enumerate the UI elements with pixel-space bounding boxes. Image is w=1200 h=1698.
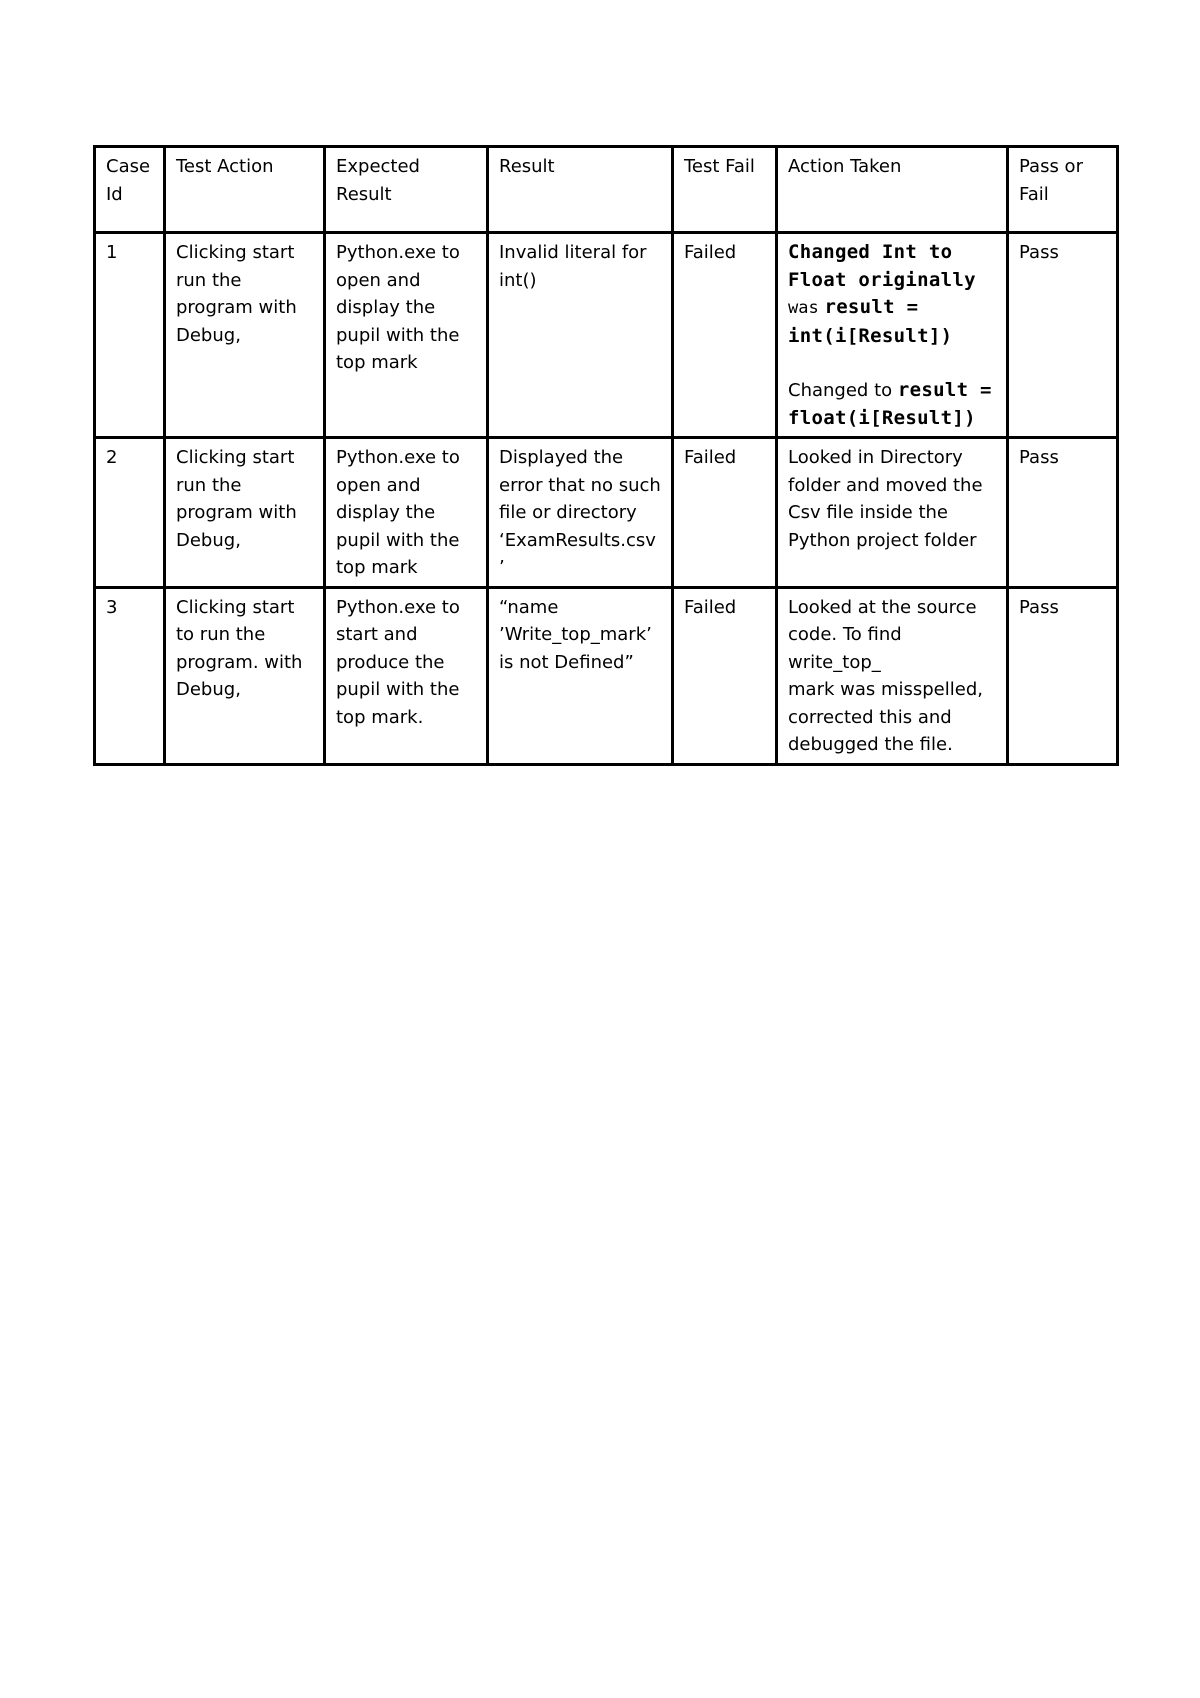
cell-expected-result: Python.exe to start and produce the pupil with the top mark. xyxy=(325,587,488,764)
header-case-id: Case Id xyxy=(95,147,165,233)
action-prefix-changed-to: Changed to xyxy=(788,380,893,401)
action-line-1: Looked at the source code. To find xyxy=(788,596,977,645)
action-code-line-2: result = int(i[Result]) xyxy=(788,296,953,347)
cell-test-fail: Failed xyxy=(673,233,777,438)
table-row xyxy=(95,587,1118,764)
header-pass-or-fail: Pass or Fail xyxy=(1008,147,1118,233)
cell-test-action: Clicking start run the program with Debug, xyxy=(165,233,325,438)
cell-test-action: Clicking start run the program with Debug, xyxy=(165,438,325,588)
cell-action-taken: Looked in Directory folder and moved the Csv file inside the Python project folder xyxy=(777,438,1008,588)
cell-action-taken xyxy=(777,587,1008,764)
action-code-line-3: result = float(i[Result]) xyxy=(788,379,992,429)
header-test-action: Test Action xyxy=(165,147,325,233)
cell-pass-or-fail: Pass xyxy=(1008,233,1118,438)
cell-test-fail: Failed xyxy=(673,587,777,764)
cell-result: Displayed the error that no such file or directory ‘ExamResults.csv’ xyxy=(488,438,673,588)
cell-result: “name ’Write_top_mark’ is not Defined” xyxy=(488,587,673,764)
cell-action-taken xyxy=(777,233,1008,438)
cell-test-fail: Failed xyxy=(673,438,777,588)
action-line-3: mark was misspelled, corrected this and debugged the file. xyxy=(788,679,983,755)
cell-result: Invalid literal for int() xyxy=(488,233,673,438)
action-line-2: write_top_ xyxy=(788,651,881,673)
table-row xyxy=(95,233,1118,438)
cell-case-id: 1 xyxy=(95,233,165,438)
cell-pass-or-fail: Pass xyxy=(1008,438,1118,588)
test-results-table xyxy=(93,145,1119,766)
action-code-line-1: Changed Int to Float originally xyxy=(788,241,976,291)
header-action-taken: Action Taken xyxy=(777,147,1008,233)
header-result: Result xyxy=(488,147,673,233)
cell-test-action: Clicking start to run the program. with Debug, xyxy=(165,587,325,764)
cell-case-id: 3 xyxy=(95,587,165,764)
action-prefix-was: was xyxy=(788,298,819,318)
cell-case-id: 2 xyxy=(95,438,165,588)
table-row xyxy=(95,438,1118,588)
cell-expected-result: Python.exe to open and display the pupil with the top mark xyxy=(325,233,488,438)
cell-pass-or-fail: Pass xyxy=(1008,587,1118,764)
header-test-fail: Test Fail xyxy=(673,147,777,233)
table-header-row xyxy=(95,147,1118,233)
cell-expected-result: Python.exe to open and display the pupil with the top mark xyxy=(325,438,488,588)
header-expected-result: Expected Result xyxy=(325,147,488,233)
